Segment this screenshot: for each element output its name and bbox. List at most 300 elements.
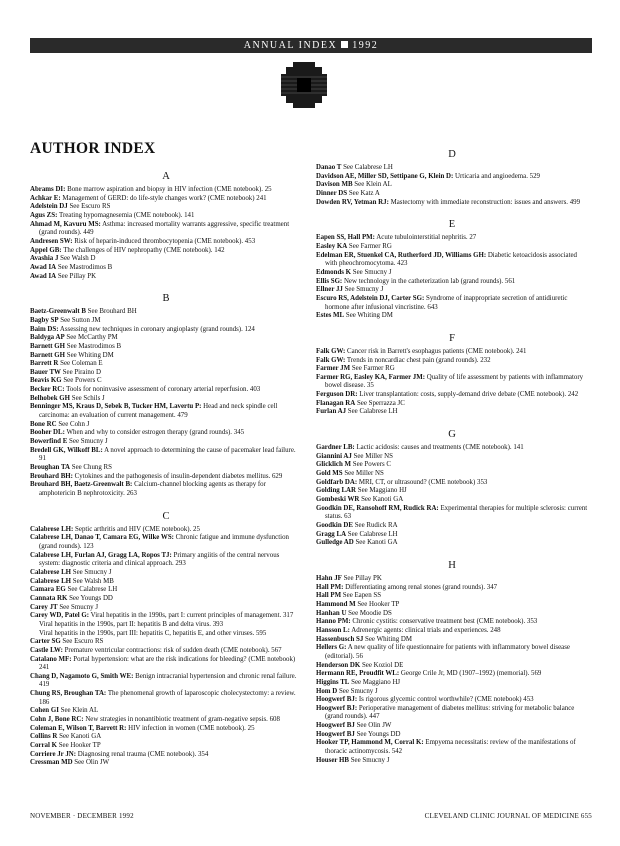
- author-names: Andresen SW:: [30, 237, 73, 245]
- entry-text: Acute tubulointerstitial nephritis. 27: [374, 234, 477, 242]
- author-names: Carter SG: [30, 638, 61, 646]
- index-entry: [30, 759, 302, 768]
- index-entry: [30, 212, 302, 221]
- entry-text: A novel approach to determining the cause of pacemaker lead failure. 91: [39, 446, 296, 463]
- entry-text: Viral hepatitis in the 1990s, part II: hepatitis B and delta virus. 393: [39, 620, 224, 628]
- entry-text: Assessing new techniques in coronary angioplasty (grand rounds). 124: [58, 325, 255, 333]
- index-entry: [316, 662, 588, 671]
- index-entry: [316, 234, 588, 243]
- author-names: Chung RS, Broughan TA:: [30, 690, 107, 698]
- author-names: Eapen SS, Hall PM:: [316, 234, 375, 242]
- index-entry: [316, 636, 588, 645]
- author-names: Abrams DI:: [30, 186, 66, 193]
- author-names: Bredell GK, Wilkoff BL:: [30, 446, 103, 454]
- section-letter: A: [162, 171, 170, 182]
- author-names: Chang D, Nagamoto G, Smith WE:: [30, 672, 134, 680]
- author-names: Houser HB: [316, 756, 349, 764]
- author-names: Corriere Jr JN:: [30, 750, 77, 758]
- author-names: Higgins TL: [316, 678, 350, 686]
- entry-text: See Calabrese LH: [346, 408, 398, 416]
- index-entry: [30, 377, 302, 386]
- banner-left-text: ANNUAL INDEX: [243, 40, 338, 51]
- entry-text: Chronic cystitis: conservative treatment best (CME notebook). 353: [350, 618, 538, 626]
- section-letter: H: [448, 559, 456, 571]
- index-entry: [30, 595, 302, 604]
- entry-text: Adrenergic agents: clinical trials and experiences. 248: [349, 626, 501, 634]
- entry-text: See Mastrodimos B: [56, 263, 113, 271]
- entry-text: See Klein AL: [58, 707, 99, 715]
- entry-text: See Hooker TP: [56, 742, 101, 750]
- index-section-g: [316, 429, 588, 548]
- entry-text: See Farmer RG: [347, 242, 392, 250]
- entry-text: See Kanoti GA: [359, 496, 404, 504]
- index-entry: [30, 473, 302, 482]
- entry-text: See Whiting DM: [65, 351, 114, 359]
- author-names: Carey JT: [30, 603, 58, 611]
- author-names: Adelstein DJ: [30, 203, 68, 211]
- entry-text: See Farmer RG: [350, 365, 395, 373]
- entry-text: See Maggiano HJ: [349, 678, 401, 686]
- author-names: Cressman MD: [30, 759, 73, 767]
- author-names: Danao T: [316, 164, 342, 171]
- index-entry: [316, 731, 588, 740]
- index-entry: [30, 612, 302, 621]
- entry-text: Management of GERD: do life-style changes work? (CME notebook) 241: [60, 194, 267, 202]
- author-names: Dowden RV, Yetman RJ:: [316, 198, 389, 206]
- entry-text: New technology in the catheterization lab (grand rounds). 561: [342, 277, 516, 285]
- author-names: Cohen GI: [30, 707, 59, 715]
- index-entry: [30, 464, 302, 473]
- index-section-f: [316, 333, 588, 417]
- index-entry: [30, 716, 302, 725]
- section-letter: G: [448, 429, 456, 441]
- entry-text: Viral hepatitis in the 1990s, part III: hepatitis C, hepatitis E, and other viruses. 595: [39, 629, 267, 637]
- index-entry: [30, 586, 302, 595]
- index-entry: [316, 400, 588, 409]
- entry-text: See Brouhard BH: [85, 308, 137, 316]
- index-entry: [316, 278, 588, 287]
- author-names: Awad IA: [30, 272, 57, 280]
- entry-text: See Katz A: [347, 189, 380, 197]
- entry-text: Bone marrow aspiration and biopsy in HIV infection (CME notebook). 25: [65, 186, 272, 193]
- author-names: Gragg LA: [316, 530, 347, 538]
- author-names: Bowerfind E: [30, 438, 68, 446]
- entry-text: See Smucny J: [67, 438, 108, 446]
- entry-text: See Youngs DD: [67, 594, 113, 602]
- index-entry: [30, 386, 302, 395]
- index-entry: [316, 444, 588, 453]
- author-names: Gardner LB:: [316, 444, 355, 452]
- entry-text: See Calabrese LH: [346, 530, 398, 538]
- author-names: Gold MS: [316, 470, 343, 478]
- entry-text: See Smucny J: [342, 286, 384, 294]
- entry-text: See Hooker TP: [355, 600, 400, 608]
- author-names: Catalano MF:: [30, 655, 72, 663]
- author-names: Goodkin DE: [316, 522, 353, 529]
- index-entry: [30, 195, 302, 204]
- author-names: Farmer RG, Easley KA, Farmer JM:: [316, 373, 426, 381]
- index-entry: [316, 584, 588, 593]
- author-names: Baldyga AP: [30, 334, 65, 342]
- index-entry: [316, 190, 588, 199]
- index-entry: [30, 604, 302, 613]
- entry-text: Portal hypertension: what are the risk indications for bleeding? (CME notebook) 241: [39, 655, 296, 672]
- index-entry: [316, 679, 588, 688]
- index-entry: [30, 481, 302, 498]
- index-entry: [30, 186, 302, 195]
- index-entry: [30, 621, 302, 630]
- section-letter: B: [162, 293, 170, 305]
- index-entry: [30, 438, 302, 447]
- entry-text: See Calabrese LH: [65, 586, 118, 594]
- author-names: Hammond M: [316, 600, 356, 608]
- footer-journal-page: CLEVELAND CLINIC JOURNAL OF MEDICINE 655: [424, 812, 592, 820]
- author-names: Goodkin DE, Ransohoff RM, Rudick RA:: [316, 504, 439, 512]
- author-names: Bone RC: [30, 420, 57, 428]
- index-entry: [316, 539, 588, 548]
- index-section-h: [316, 560, 588, 765]
- author-names: Calabrese LH, Danao T, Camara EG, Wilke WS:: [30, 534, 174, 542]
- index-entry: [316, 173, 588, 182]
- index-entry: [316, 295, 588, 312]
- entry-text: When and why to consider estrogen therapy (grand rounds). 345: [64, 429, 245, 437]
- entry-text: See Kanoti GA: [353, 539, 398, 547]
- index-entry: [316, 348, 588, 357]
- section-letter: E: [448, 219, 456, 231]
- footer-issue-date: NOVEMBER · DECEMBER 1992: [30, 812, 134, 820]
- entry-text: See Pillay PK: [341, 574, 382, 582]
- index-entry: [316, 479, 588, 488]
- index-entry: [30, 238, 302, 247]
- author-names: Carey WD, Patel G:: [30, 612, 90, 620]
- author-names: Hahn JF: [316, 574, 342, 582]
- author-names: Barnett GH: [30, 342, 66, 350]
- author-names: Falk GW:: [316, 347, 346, 355]
- author-names: Edelman ER, Stuenkel CA, Rutherford JD, Williams GH:: [316, 251, 487, 259]
- index-entry: [316, 696, 588, 705]
- entry-text: See Coleman E: [58, 360, 103, 368]
- entry-text: Differentiating among renal stones (grand rounds). 347: [343, 583, 498, 591]
- author-names: Hansson L:: [316, 626, 350, 634]
- entry-text: See Smucny J: [57, 603, 99, 611]
- author-names: Hoogwerf BJ:: [316, 704, 358, 712]
- entry-text: See Youngs DD: [354, 730, 401, 738]
- index-entry: [316, 461, 588, 470]
- entry-text: The phenomenal growth of laparoscopic cholecystectomy: a review. 186: [39, 690, 296, 706]
- index-entry: [316, 601, 588, 610]
- author-names: Broughan TA: [30, 464, 71, 472]
- entry-text: Diagnosing renal trauma (CME notebook). 354: [76, 750, 209, 758]
- entry-text: See Chung RS: [70, 464, 112, 472]
- entry-text: Treating hypomagnesemia (CME notebook). 141: [57, 211, 195, 219]
- entry-text: See Piraino D: [60, 368, 101, 376]
- author-names: Agus ZS:: [30, 211, 58, 219]
- entry-text: See Sutton JM: [58, 316, 101, 324]
- index-entry: [30, 707, 302, 716]
- entry-text: Is rigorous glycemic control worthwhile? (CME notebook) 453: [357, 696, 534, 704]
- index-entry: [316, 199, 588, 208]
- index-entry: [316, 592, 588, 601]
- author-names: Coleman E, Wilson T, Barrett R:: [30, 724, 127, 732]
- index-section-b: [30, 293, 302, 498]
- entry-text: See Sperrazza JC: [355, 399, 405, 407]
- entry-text: Cytokines and the pathogenesis of insulin-dependent diabetes mellitus. 629: [72, 472, 283, 480]
- entry-text: See Whiting DM: [344, 312, 393, 320]
- index-entry: [316, 312, 588, 321]
- entry-text: See McCarthy PM: [64, 334, 118, 342]
- index-entry: [316, 610, 588, 619]
- entry-text: George Crile Jr, MD (1907–1992) (memorial). 569: [399, 670, 542, 678]
- entry-text: See Calabrese LH: [341, 164, 393, 171]
- banner-right-text: 1992: [352, 40, 379, 51]
- author-names: Hoogwerf BJ:: [316, 696, 358, 704]
- index-entry: [30, 742, 302, 751]
- author-names: Calabrese LH:: [30, 525, 74, 533]
- index-entry: [316, 374, 588, 391]
- index-entry: [316, 391, 588, 400]
- author-names: Barnett GH: [30, 351, 66, 359]
- index-entry: [316, 522, 588, 531]
- index-entry: [316, 627, 588, 636]
- entry-text: See Smucny J: [351, 268, 392, 276]
- entry-text: See Olin JW: [354, 722, 392, 730]
- entry-text: See Miller NS: [351, 452, 393, 460]
- index-entry: [30, 343, 302, 352]
- entry-text: See Kanoti GA: [57, 733, 102, 741]
- index-entry: [316, 286, 588, 295]
- entry-text: See Klein AL: [352, 181, 392, 189]
- entry-text: Mastectomy with immediate reconstruction: issues and answers. 499: [388, 198, 581, 206]
- index-entry: [30, 421, 302, 430]
- author-names: Henderson DK: [316, 661, 361, 669]
- author-names: Achkar E:: [30, 194, 61, 202]
- index-entry: [316, 531, 588, 540]
- entry-text: See Smucny J: [337, 687, 378, 695]
- entry-text: See Walsh MB: [71, 577, 114, 585]
- index-entry: [30, 751, 302, 760]
- index-entry: [30, 264, 302, 273]
- index-entry: [30, 630, 302, 639]
- author-names: Ferguson DR:: [316, 391, 358, 399]
- square-icon: [341, 41, 348, 48]
- author-names: Hall PM: [316, 592, 342, 600]
- index-entry: [30, 647, 302, 656]
- author-names: Calabrese LH: [30, 577, 72, 585]
- index-entry: [30, 403, 302, 420]
- entry-text: The challenges of HIV nephropathy (CME notebook). 142: [61, 246, 225, 254]
- index-entry: [316, 487, 588, 496]
- entry-text: Cancer risk in Barrett's esophagus patients (CME notebook). 241: [345, 347, 527, 355]
- entry-text: Trends in noncardiac chest pain (grand rounds). 232: [345, 356, 491, 364]
- entry-text: Chronic fatigue and immune dysfunction (grand rounds). 123: [39, 534, 289, 550]
- index-entry: [30, 317, 302, 326]
- index-entry: [30, 656, 302, 673]
- entry-text: Lactic acidosis: causes and treatments (CME notebook). 141: [354, 444, 524, 452]
- author-names: Ellner JJ: [316, 286, 343, 294]
- entry-text: Risk of heparin-induced thrombocytopenia (CME notebook). 453: [72, 237, 256, 245]
- author-names: Hassenbusch SJ: [316, 635, 364, 643]
- author-names: Estes ML: [316, 312, 345, 320]
- author-names: Booher DL:: [30, 429, 65, 437]
- section-letter: F: [449, 332, 455, 344]
- section-letter: D: [448, 149, 456, 160]
- author-names: Barrett R: [30, 360, 59, 368]
- author-names: Edmonds K: [316, 268, 352, 276]
- author-names: Gulledge AD: [316, 539, 354, 547]
- index-entry: [316, 757, 588, 766]
- index-entry: [30, 725, 302, 734]
- author-names: Belhobek GH: [30, 394, 71, 402]
- section-logo-icon: [281, 62, 327, 108]
- index-entry: [316, 722, 588, 731]
- index-entry: [316, 575, 588, 584]
- entry-text: See Eapen SS: [341, 592, 382, 600]
- index-entry: [316, 365, 588, 374]
- author-names: Baetz-Greenwalt B: [30, 308, 86, 316]
- entry-text: See Escuro RS: [60, 638, 104, 646]
- index-entry: [316, 408, 588, 417]
- entry-text: See Smucny J: [349, 756, 390, 764]
- index-entry: [316, 181, 588, 190]
- entry-text: See Moodie DS: [346, 609, 392, 617]
- index-entry: [30, 447, 302, 464]
- author-names: Becker RC:: [30, 386, 65, 394]
- author-names: Brouhard BH, Baetz-Greenwalt B:: [30, 481, 133, 489]
- index-entry: [30, 552, 302, 569]
- index-entry: [30, 673, 302, 690]
- author-names: Glicklich M: [316, 461, 352, 469]
- entry-text: See Koziol DE: [360, 661, 404, 669]
- author-names: Avashia J: [30, 255, 59, 263]
- entry-text: See Powers C: [351, 461, 392, 469]
- entry-text: See Maggiano HJ: [356, 487, 407, 495]
- left-index-column: [30, 170, 302, 780]
- index-section-e: [316, 219, 588, 321]
- author-names: Falk GW:: [316, 356, 346, 364]
- author-names: Calabrese LH, Furlan AJ, Gragg LA, Ropos TJ:: [30, 551, 172, 559]
- entry-text: Septic arthritis and HIV (CME notebook). 25: [73, 525, 200, 533]
- entry-text: Viral hepatitis in the 1990s, part I: current principles of management. 317: [89, 612, 294, 620]
- author-names: Hellers G:: [316, 644, 347, 652]
- index-banner: [30, 38, 592, 53]
- index-entry: [30, 534, 302, 551]
- entry-text: Head and neck spindle cell carcinoma: an evaluation of current management. 479: [39, 403, 278, 420]
- author-names: Gombeski WR: [316, 496, 360, 504]
- right-index-column: [316, 148, 588, 777]
- index-entry: [30, 203, 302, 212]
- section-letter: C: [162, 510, 170, 522]
- entry-text: See Olin JW: [72, 759, 110, 767]
- author-names: Hooker TP, Hammond M, Corral K:: [316, 739, 424, 747]
- index-entry: [30, 247, 302, 256]
- index-entry: [316, 644, 588, 661]
- author-names: Bauer TW: [30, 368, 61, 376]
- index-entry: [316, 252, 588, 269]
- index-entry: [30, 360, 302, 369]
- author-names: Giannini AJ: [316, 452, 352, 460]
- entry-text: Urticaria and angioedema. 529: [453, 172, 540, 180]
- index-entry: [316, 357, 588, 366]
- index-entry: [316, 618, 588, 627]
- entry-text: See Whiting DM: [363, 635, 412, 643]
- index-entry: [30, 221, 302, 238]
- index-entry: [30, 273, 302, 282]
- index-section-d: [316, 149, 588, 207]
- entry-text: See Mastrodimos B: [65, 342, 122, 350]
- entry-text: MRI, CT, or ultrasound? (CME notebook) 353: [357, 478, 488, 486]
- index-entry: [30, 395, 302, 404]
- index-entry: [30, 308, 302, 317]
- index-entry: [30, 569, 302, 578]
- index-section-c: [30, 511, 302, 768]
- author-names: Furlan AJ: [316, 408, 347, 416]
- index-entry: [30, 733, 302, 742]
- index-entry: [30, 255, 302, 264]
- entry-text: Experimental therapies for multiple sclerosis: current status. 63: [325, 504, 588, 521]
- author-names: Davidson AE, Miller SD, Settipane G, Klein D:: [316, 172, 454, 180]
- entry-text: Calcium-channel blocking agents as therapy for amphotericin B nephrotoxicity. 263: [39, 481, 266, 497]
- index-entry: [30, 638, 302, 647]
- author-names: Hanno PM:: [316, 618, 351, 626]
- index-entry: [30, 352, 302, 361]
- author-names: Camara EG: [30, 586, 66, 594]
- index-entry: [30, 334, 302, 343]
- author-names: Appel GB:: [30, 246, 62, 254]
- index-entry: [316, 164, 588, 173]
- entry-text: See Miller NS: [342, 470, 384, 478]
- author-names: Castle LW:: [30, 646, 63, 654]
- author-names: Calabrese LH: [30, 568, 72, 576]
- entry-text: Premature ventricular contractions: risk of sudden death (CME notebook). 567: [62, 646, 282, 654]
- entry-text: HIV infection in women (CME notebook). 25: [126, 724, 255, 732]
- author-names: Beavis KG: [30, 377, 62, 385]
- index-entry: [316, 505, 588, 522]
- entry-text: Syndrome of inappropriate secretion of antidiuretic hormone after infusional vincristine. 643: [325, 294, 568, 311]
- author-names: Flanagan RA: [316, 399, 356, 407]
- index-entry: [316, 243, 588, 252]
- entry-text: Empyema necessitatis: review of the manifestations of thoracic actinomycosis. 542: [325, 739, 576, 756]
- entry-text: Liver transplantation: costs, supply-demand drive debate (CME notebook). 242: [357, 391, 579, 399]
- entry-text: See Powers C: [61, 377, 102, 385]
- author-names: Corral K: [30, 742, 57, 750]
- author-names: Ahmad M, Kavuru MS:: [30, 220, 101, 228]
- author-names: Baim DS:: [30, 325, 59, 333]
- author-names: Hall PM:: [316, 583, 344, 591]
- index-entry: [30, 690, 302, 707]
- author-names: Collins R: [30, 733, 58, 741]
- author-names: Ellis SG:: [316, 277, 343, 285]
- author-names: Hoogwerf BJ: [316, 730, 355, 738]
- entry-text: See Schils J: [70, 394, 105, 402]
- author-names: Hermann RE, Proudfit WL:: [316, 670, 400, 678]
- entry-text: Tools for noninvasive assessment of coronary arterial reperfusion. 403: [64, 386, 261, 394]
- author-names: Escuro RS, Adelstein DJ, Carter SG:: [316, 294, 425, 302]
- index-entry: [30, 526, 302, 535]
- author-names: Goldfarb DA:: [316, 478, 358, 486]
- index-entry: [30, 429, 302, 438]
- entry-text: See Pillay PK: [56, 272, 97, 280]
- entry-text: See Escuro RS: [67, 203, 111, 211]
- author-names: Davison MB: [316, 181, 353, 189]
- entry-text: Perioperative management of diabetes mellitus: striving for metabolic balance (grand rounds). 447: [325, 704, 575, 721]
- index-entry: [316, 705, 588, 722]
- author-names: Golding LAR: [316, 487, 357, 495]
- index-entry: [30, 326, 302, 335]
- index-entry: [316, 269, 588, 278]
- index-entry: [316, 470, 588, 479]
- author-names: Farmer JM: [316, 365, 351, 373]
- author-names: Dinner DS: [316, 189, 348, 197]
